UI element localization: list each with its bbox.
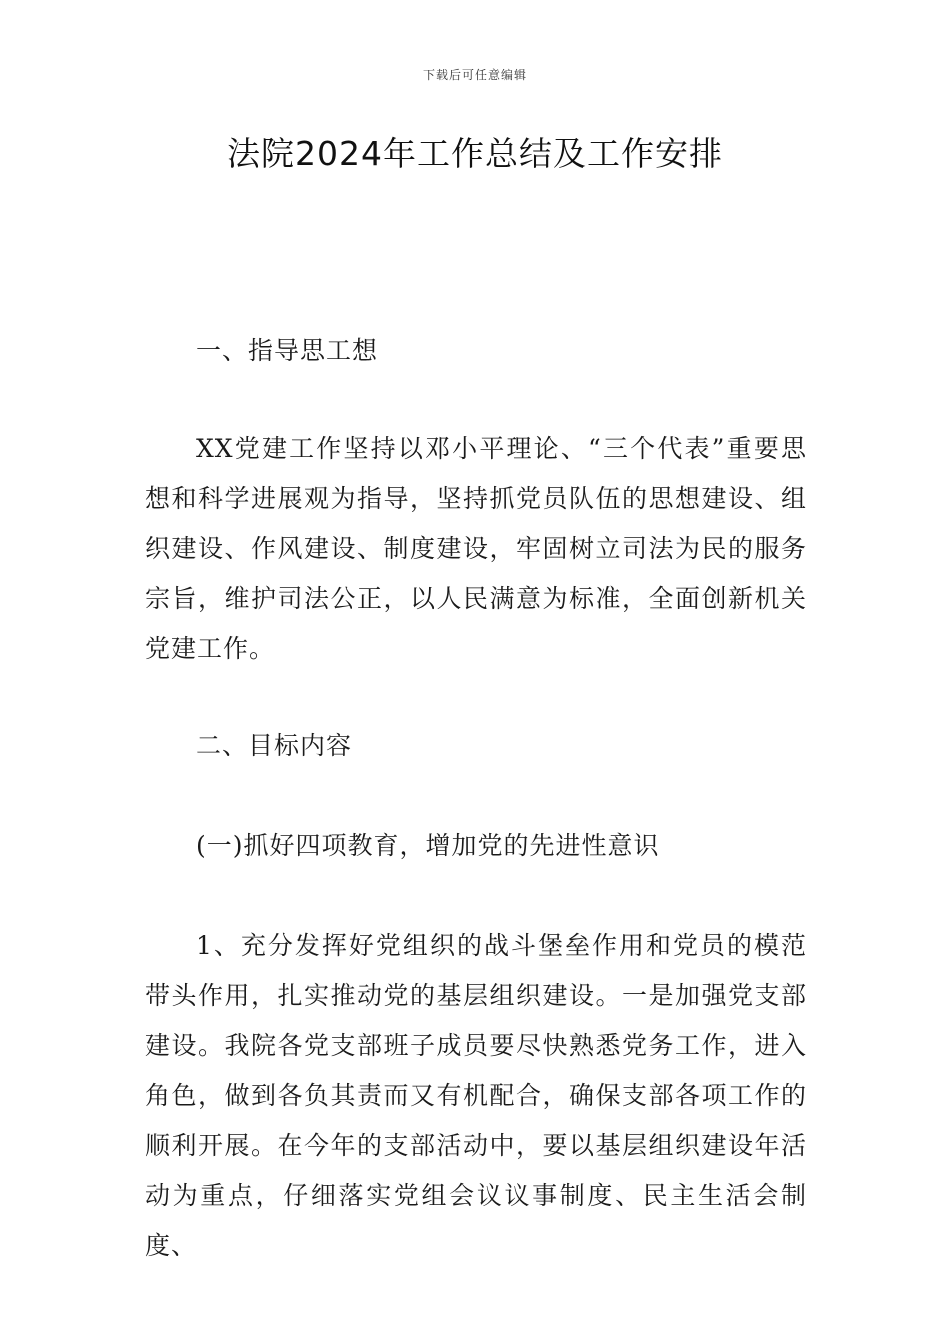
paragraph-guiding-thought: XX党建工作坚持以邓小平理论、“三个代表”重要思想和科学进展观为指导，坚持抓党员队伍的思想建设、组织建设、作风建设、制度建设，牢固树立司法为民的服务宗旨，维护司法公正，以人民满意为标准，全面创新机关党建工作。 xyxy=(145,434,807,663)
document-title: 法院2024年工作总结及工作安排 xyxy=(227,134,723,173)
header-note: 下载后可任意编辑 xyxy=(422,68,527,82)
section-heading-guiding-thought: 一、指导思工想 xyxy=(196,336,379,365)
paragraph-party-organization: 1、充分发挥好党组织的战斗堡垒作用和党员的模范带头作用，扎实推动党的基层组织建设。一是加强党支部建设。我院各党支部班子成员要尽快熟悉党务工作，进入角色，做到各负其责而又有机配合，确保支部各项工作的顺利开展。在今年的支部活动中，要以基层组织建设年活动为重点，仔细落实党组会议议事制度、民主生活会制度、 xyxy=(145,931,807,1260)
subsection-heading-four-educations: (一)抓好四项教育，增加党的先进性意识 xyxy=(196,831,660,860)
section-heading-goals: 二、目标内容 xyxy=(196,731,353,760)
